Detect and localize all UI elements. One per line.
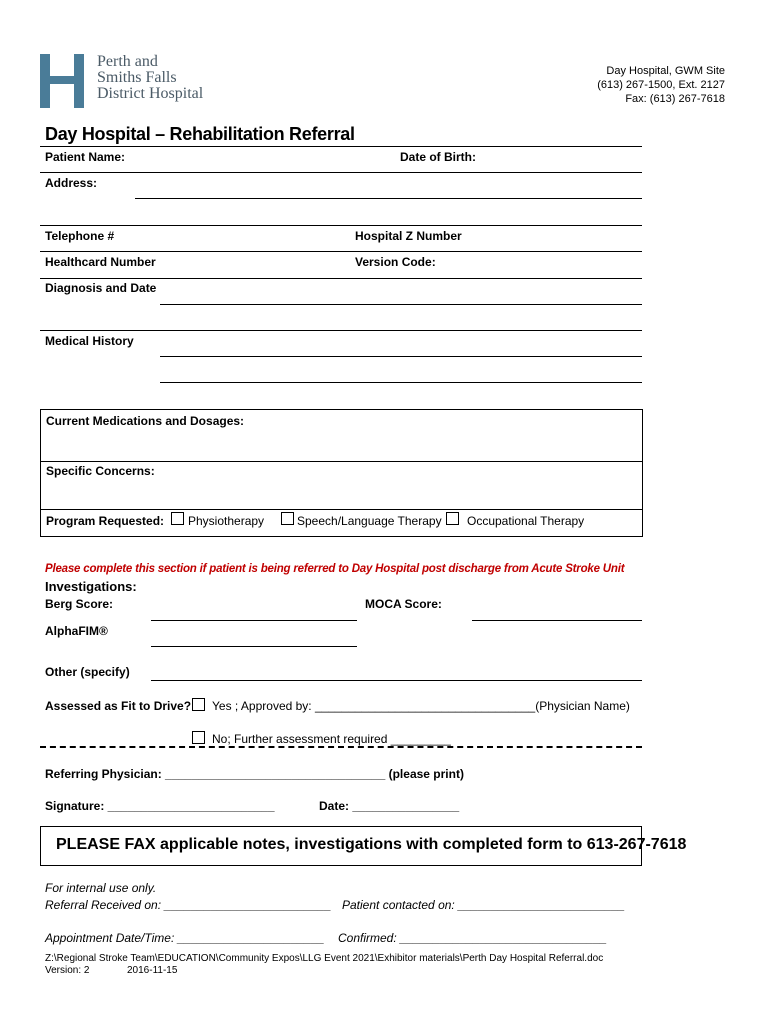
- speech-therapy-label: Speech/Language Therapy: [297, 514, 442, 528]
- address-field-2[interactable]: [40, 225, 642, 226]
- hospital-logo-icon: [38, 52, 90, 110]
- date-field[interactable]: Date: ________________: [319, 799, 460, 813]
- version-code-label: Version Code:: [355, 255, 436, 269]
- moca-label: MOCA Score:: [365, 597, 442, 611]
- form-title: Day Hospital – Rehabilitation Referral: [45, 124, 355, 144]
- patient-name-field[interactable]: [40, 172, 642, 173]
- physiotherapy-label: Physiotherapy: [188, 514, 265, 528]
- hospital-name-line-3: District Hospital: [97, 85, 204, 102]
- fit-yes-checkbox[interactable]: [192, 698, 205, 711]
- occupational-therapy-label: Occupational Therapy: [467, 514, 585, 528]
- version-label: Version: 2: [45, 965, 90, 976]
- healthcard-field[interactable]: [40, 278, 642, 279]
- hospital-name: [97, 54, 203, 102]
- site-info: [597, 64, 725, 106]
- telephone-field[interactable]: [40, 251, 642, 252]
- clinical-box-divider-1: [40, 461, 642, 462]
- other-field[interactable]: [151, 680, 642, 681]
- hospital-logo: [38, 52, 90, 110]
- internal-use-label: For internal use only.: [45, 881, 157, 895]
- referral-received-field[interactable]: Referral Received on: _________________________: [45, 898, 332, 912]
- healthcard-label: Healthcard Number: [45, 255, 156, 269]
- berg-label: Berg Score:: [45, 597, 114, 611]
- speech-therapy-checkbox[interactable]: [281, 512, 294, 525]
- diagnosis-field-2[interactable]: [40, 330, 642, 331]
- telephone-label: Telephone #: [45, 229, 115, 243]
- concerns-label: Specific Concerns:: [46, 464, 155, 478]
- diagnosis-field-1[interactable]: [160, 304, 642, 305]
- moca-field[interactable]: [472, 620, 642, 621]
- appointment-field[interactable]: Appointment Date/Time: ______________________: [45, 931, 325, 945]
- site-fax: Fax: (613) 267-7618: [625, 93, 725, 105]
- site-phone: (613) 267-1500, Ext. 2127: [597, 79, 725, 91]
- address-field-1[interactable]: [135, 198, 642, 199]
- version-date: 2016-11-15: [127, 965, 178, 976]
- site-name: Day Hospital, GWM Site: [606, 65, 725, 77]
- signature-field[interactable]: Signature: _________________________: [45, 799, 275, 813]
- address-label: Address:: [45, 176, 98, 190]
- berg-field[interactable]: [151, 620, 357, 621]
- file-path: Z:\Regional Stroke Team\EDUCATION\Community Expos\LLG Event 2021\Exhibitor materials\Perth Day Hospital Referral.doc: [45, 953, 604, 964]
- diagnosis-label: Diagnosis and Date: [45, 281, 157, 295]
- fit-yes-text: Yes ; Approved by: _________________________________(Physician Name): [212, 699, 630, 713]
- patient-name-label: Patient Name:: [45, 150, 126, 164]
- fax-notice: PLEASE FAX applicable notes, investigations with completed form to 613-267-7618: [56, 836, 687, 853]
- program-label: Program Requested:: [46, 514, 165, 528]
- investigations-label: Investigations:: [45, 579, 137, 594]
- alphafim-field[interactable]: [151, 646, 357, 647]
- medical-history-field-2[interactable]: [160, 382, 642, 383]
- fit-no-checkbox[interactable]: [192, 731, 205, 744]
- stroke-section-end: [40, 746, 642, 748]
- occupational-therapy-checkbox[interactable]: [446, 512, 459, 525]
- stroke-notice: Please complete this section if patient is being referred to Day Hospital post discharge from Acute Stroke Unit: [45, 563, 625, 575]
- dob-label: Date of Birth:: [400, 150, 476, 164]
- fit-to-drive-label: Assessed as Fit to Drive?: [45, 699, 192, 713]
- referring-physician-field[interactable]: Referring Physician: _________________________________ (please print): [45, 767, 464, 781]
- medical-history-field-1[interactable]: [160, 356, 642, 357]
- patient-contacted-field[interactable]: Patient contacted on: _________________________: [342, 898, 625, 912]
- hospital-name-line-1: Perth and: [97, 53, 158, 70]
- confirmed-field[interactable]: Confirmed: _______________________________: [338, 931, 607, 945]
- fit-no-text: No; Further assessment required _________: [212, 732, 451, 746]
- clinical-box-divider-2: [40, 509, 642, 510]
- medical-history-label: Medical History: [45, 334, 134, 348]
- other-label: Other (specify): [45, 665, 130, 679]
- physiotherapy-checkbox[interactable]: [171, 512, 184, 525]
- hospital-z-label: Hospital Z Number: [355, 229, 462, 243]
- title-divider: [40, 146, 642, 147]
- alphafim-label: AlphaFIM®: [45, 624, 108, 638]
- medications-label: Current Medications and Dosages:: [46, 414, 245, 428]
- hospital-name-line-2: Smiths Falls: [97, 69, 177, 86]
